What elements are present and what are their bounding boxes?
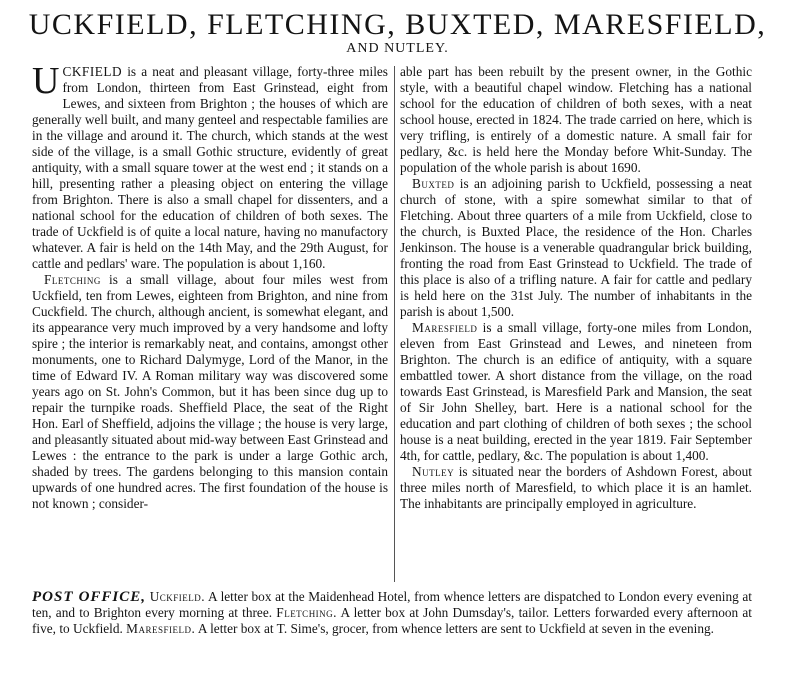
post-office-text-uckfield: A letter box at the Maidenhead Hotel, from whence letters are dispatched to London every evening at ten, and to Brighton every morning at three. [32,589,752,620]
fletching-continuation: able part has been rebuilt by the present owner, in the Gothic style, with a beautiful chapel window. Fletching has a national school for the education of children of both sexes, with a neat school house, erected in 1824. The trade carried on here, which is very trifling, is entirely of a domestic nature. A small fair for pedlary, &c. is held here the Monday before Whit-Sunday. The population of the whole parish is about 1690. [400,64,752,175]
buxted-text: is an adjoining parish to Uckfield, possessing a neat church of stone, with a spire somewhat similar to that of Fletching. About three quarters of a mile from Uckfield, close to the church, is Buxted Place, the residence of the Hon. Charles Jenkinson. The house is a venerable quadrangular brick building, fronting the road from East Grinstead to Uckfield. The trade of this place is also of a trifling nature. A fair for cattle and pedlary is held here on the 31st July. The number of inhabitants in the parish is about 1,500. [400,176,752,319]
post-office-text-maresfield: A letter box at T. Sime's, grocer, from whence letters are sent to Uckfield at seven in the evening. [195,621,714,636]
uckfield-name: CKFIELD [62,64,123,79]
maresfield-text: is a small village, forty-one miles from London, eleven from East Grinstead and Lewes, and nineteen from Brighton. The church is an edifice of antiquity, with a square embattled tower. A short distance from the village, on the road towards East Grinstead, is Maresfield Park and Mansion, the seat of Sir John Shelley, bart. Here is a national school for the education and part clothing of children of both sexes ; the school house is a neat building, erected in the year 1819. Fair September 4th, for cattle, pedlary, &c. The population is about 1,400. [400,320,752,463]
buxted-paragraph [400,176,752,320]
post-office-text-fletching: A letter box at John Dumsday's, tailor. Letters forwarded every afternoon at five, to Uckfield. [32,605,752,636]
fletching-text: is a small village, about four miles west from Uckfield, ten from Lewes, eighteen from Brighton, and nine from Cuckfield. The church, although ancient, is somewhat elegant, and its appearance very much improved by a very handsome and lofty spire ; the interior is remarkably neat, and contains, amongst other monuments, one to Richard Dalymyge, Lord of the Manor, in the time of Edward IV. A Roman military way was discovered some years ago on St. John's Common, but it has been since dug up to repair the turnpike roads. Sheffield Place, the seat of the Right Hon. Earl of Sheffield, adjoins the village ; the house is very large, and pleasantly situated about mid-way between East Grinstead and Lewes : the entrance to the park is under a large Gothic arch, shaded by trees. The gardens belonging to this mansion contain upwards of one hundred acres. The first foundation of the house is not known ; consider- [32,272,388,511]
nutley-paragraph [400,464,752,512]
column-divider [394,66,395,582]
uckfield-paragraph [32,60,388,272]
post-office-section [32,589,752,637]
post-office-place-fletching: Fletching. [276,605,338,620]
maresfield-name: Maresfield [412,320,478,335]
nutley-text: is situated near the borders of Ashdown Forest, about three miles north of Maresfield, to which place it is an hamlet. The inhabitants are principally employed in agriculture. [400,464,752,511]
right-column [400,64,752,512]
page-subtitle: AND NUTLEY. [346,41,449,56]
fletching-paragraph [32,272,388,512]
nutley-name: Nutley [412,464,455,479]
maresfield-paragraph [400,320,752,464]
fletching-name: Fletching [44,272,101,287]
drop-cap: U [32,60,60,102]
left-column [32,60,388,512]
uckfield-text: is a neat and pleasant village, forty-three miles from London, thirteen from East Grinstead, eight from Lewes, and sixteen from Brighton ; the houses of which are generally well built, and many genteel and respectable families are in the village and around it. The church, which stands at the west side of the village, is a small Gothic structure, evidently of great antiquity, with a small square tower at the west end ; it stands on a hill, presenting rather a pleasing object on entering the village from Brighton. There is also a small chapel for dissenters, and a national school for the education of children of both sexes. The trade of Uckfield is of quite a local nature, having no manufactory whatever. A fair is held on the 14th May, and the 29th August, for cattle and pedlars' ware. The population is about 1,160. [32,64,388,271]
buxted-name: Buxted [412,176,455,191]
post-office-place-maresfield: Maresfield. [126,621,196,636]
post-office-heading: POST OFFICE, [32,589,147,605]
post-office-place-uckfield: Uckfield. [149,589,206,604]
page-title: UCKFIELD, FLETCHING, BUXTED, MARESFIELD, [28,8,767,41]
